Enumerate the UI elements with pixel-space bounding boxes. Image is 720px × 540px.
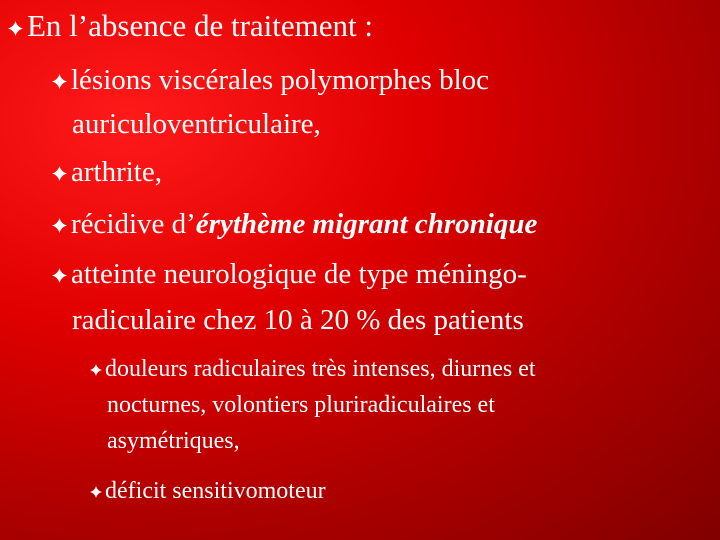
list-item: lésions viscérales polymorphes bloc [52, 64, 489, 97]
sub-list-item-continuation: nocturnes, volontiers pluriradiculaires et [107, 392, 495, 418]
bullet-icon [90, 486, 102, 498]
bullet-icon [8, 21, 23, 36]
sub-list-item-continuation: asymétriques, [107, 428, 240, 454]
emphasis-text: érythème migrant chronique [195, 208, 538, 240]
sub-list-item: déficit sensitivomoteur [90, 478, 326, 505]
list-item: arthrite, [52, 156, 162, 189]
list-item: atteinte neurologique de type méningo- [52, 258, 527, 291]
bullet-icon [52, 268, 67, 283]
bullet-icon [52, 74, 67, 89]
sub-list-item: douleurs radiculaires très intenses, diurnes et [90, 356, 536, 383]
bullet-icon [90, 364, 102, 376]
list-item-continuation: radiculaire chez 10 à 20 % des patients [72, 304, 524, 336]
bullet-icon [52, 218, 67, 233]
list-item-continuation: auriculoventriculaire, [72, 108, 321, 140]
bullet-icon [52, 166, 67, 181]
slide-heading: En l’absence de traitement : [8, 8, 373, 44]
list-item: récidive d’érythème migrant chronique [52, 208, 537, 241]
